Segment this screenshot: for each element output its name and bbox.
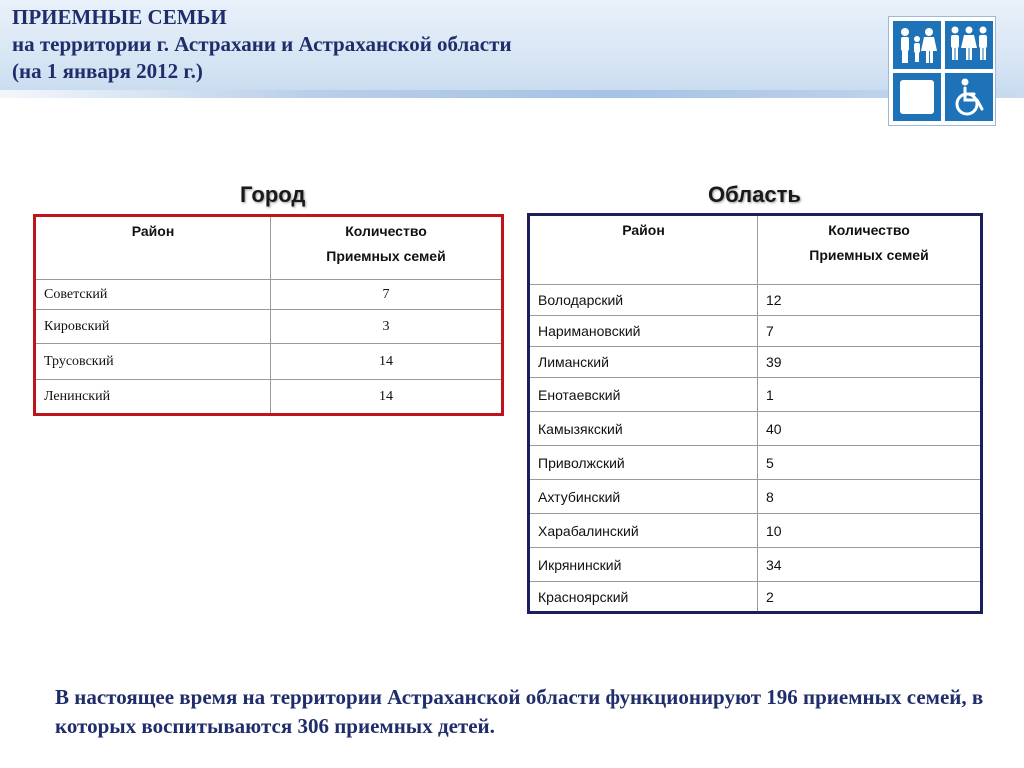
- title-line-3: (на 1 января 2012 г.): [12, 59, 203, 83]
- district-column-header: Район: [35, 216, 271, 280]
- count-cell: 8: [758, 480, 982, 514]
- count-column-header: [758, 215, 982, 285]
- logo: [888, 16, 996, 126]
- district-cell: Приволжский: [529, 446, 758, 480]
- district-cell: Трусовский: [35, 344, 271, 380]
- count-cell: 12: [758, 285, 982, 316]
- count-header-line-2: Приемных семей: [809, 247, 929, 263]
- table-row: [35, 280, 503, 310]
- district-cell: Лиманский: [529, 347, 758, 378]
- district-cell: Наримановский: [529, 316, 758, 347]
- count-cell: 14: [271, 380, 503, 415]
- group-icon: [945, 21, 993, 69]
- district-cell: Камызякский: [529, 412, 758, 446]
- district-cell: Ахтубинский: [529, 480, 758, 514]
- table-row: [529, 316, 982, 347]
- count-column-header: [271, 216, 503, 280]
- region-table: [527, 213, 983, 614]
- district-cell: Советский: [35, 280, 271, 310]
- table-row: [529, 582, 982, 613]
- district-cell: Красноярский: [529, 582, 758, 613]
- title-line-1: ПРИЕМНЫЕ СЕМЬИ: [12, 5, 227, 29]
- title-line-2: на территории г. Астрахани и Астраханской области: [12, 32, 512, 56]
- district-cell: Енотаевский: [529, 378, 758, 412]
- count-cell: 7: [271, 280, 503, 310]
- region-section-title: Область: [708, 182, 801, 207]
- blank-square-icon: [893, 73, 941, 121]
- count-cell: 39: [758, 347, 982, 378]
- count-cell: 40: [758, 412, 982, 446]
- count-header-line-1: Количество: [345, 223, 427, 239]
- district-cell: Харабалинский: [529, 514, 758, 548]
- page-title: [12, 4, 512, 85]
- table-row: [35, 310, 503, 344]
- count-cell: 34: [758, 548, 982, 582]
- table-row: [529, 514, 982, 548]
- count-cell: 3: [271, 310, 503, 344]
- district-cell: Икрянинский: [529, 548, 758, 582]
- district-cell: Володарский: [529, 285, 758, 316]
- district-cell: Ленинский: [35, 380, 271, 415]
- summary-text: В настоящее время на территории Астраханской области функционируют 196 приемных семей, в которых воспитываются 306 приемных детей.: [55, 685, 984, 738]
- count-cell: 14: [271, 344, 503, 380]
- count-cell: 5: [758, 446, 982, 480]
- city-table: [33, 214, 504, 416]
- table-row: [529, 285, 982, 316]
- table-row: [529, 446, 982, 480]
- table-row: [35, 344, 503, 380]
- count-header-line-1: Количество: [828, 222, 910, 238]
- count-cell: 1: [758, 378, 982, 412]
- district-column-header: Район: [529, 215, 758, 285]
- district-cell: Кировский: [35, 310, 271, 344]
- table-row: [529, 347, 982, 378]
- table-row: [529, 412, 982, 446]
- count-cell: 10: [758, 514, 982, 548]
- count-header-line-2: Приемных семей: [326, 248, 446, 264]
- city-table-header: [35, 216, 503, 280]
- city-section-title: Город: [240, 182, 306, 207]
- table-row: [529, 548, 982, 582]
- table-row: [35, 380, 503, 415]
- table-row: [529, 480, 982, 514]
- count-cell: 7: [758, 316, 982, 347]
- table-row: [529, 378, 982, 412]
- wheelchair-icon: [945, 73, 993, 121]
- family-icon: [893, 21, 941, 69]
- region-table-header: [529, 215, 982, 285]
- count-cell: 2: [758, 582, 982, 613]
